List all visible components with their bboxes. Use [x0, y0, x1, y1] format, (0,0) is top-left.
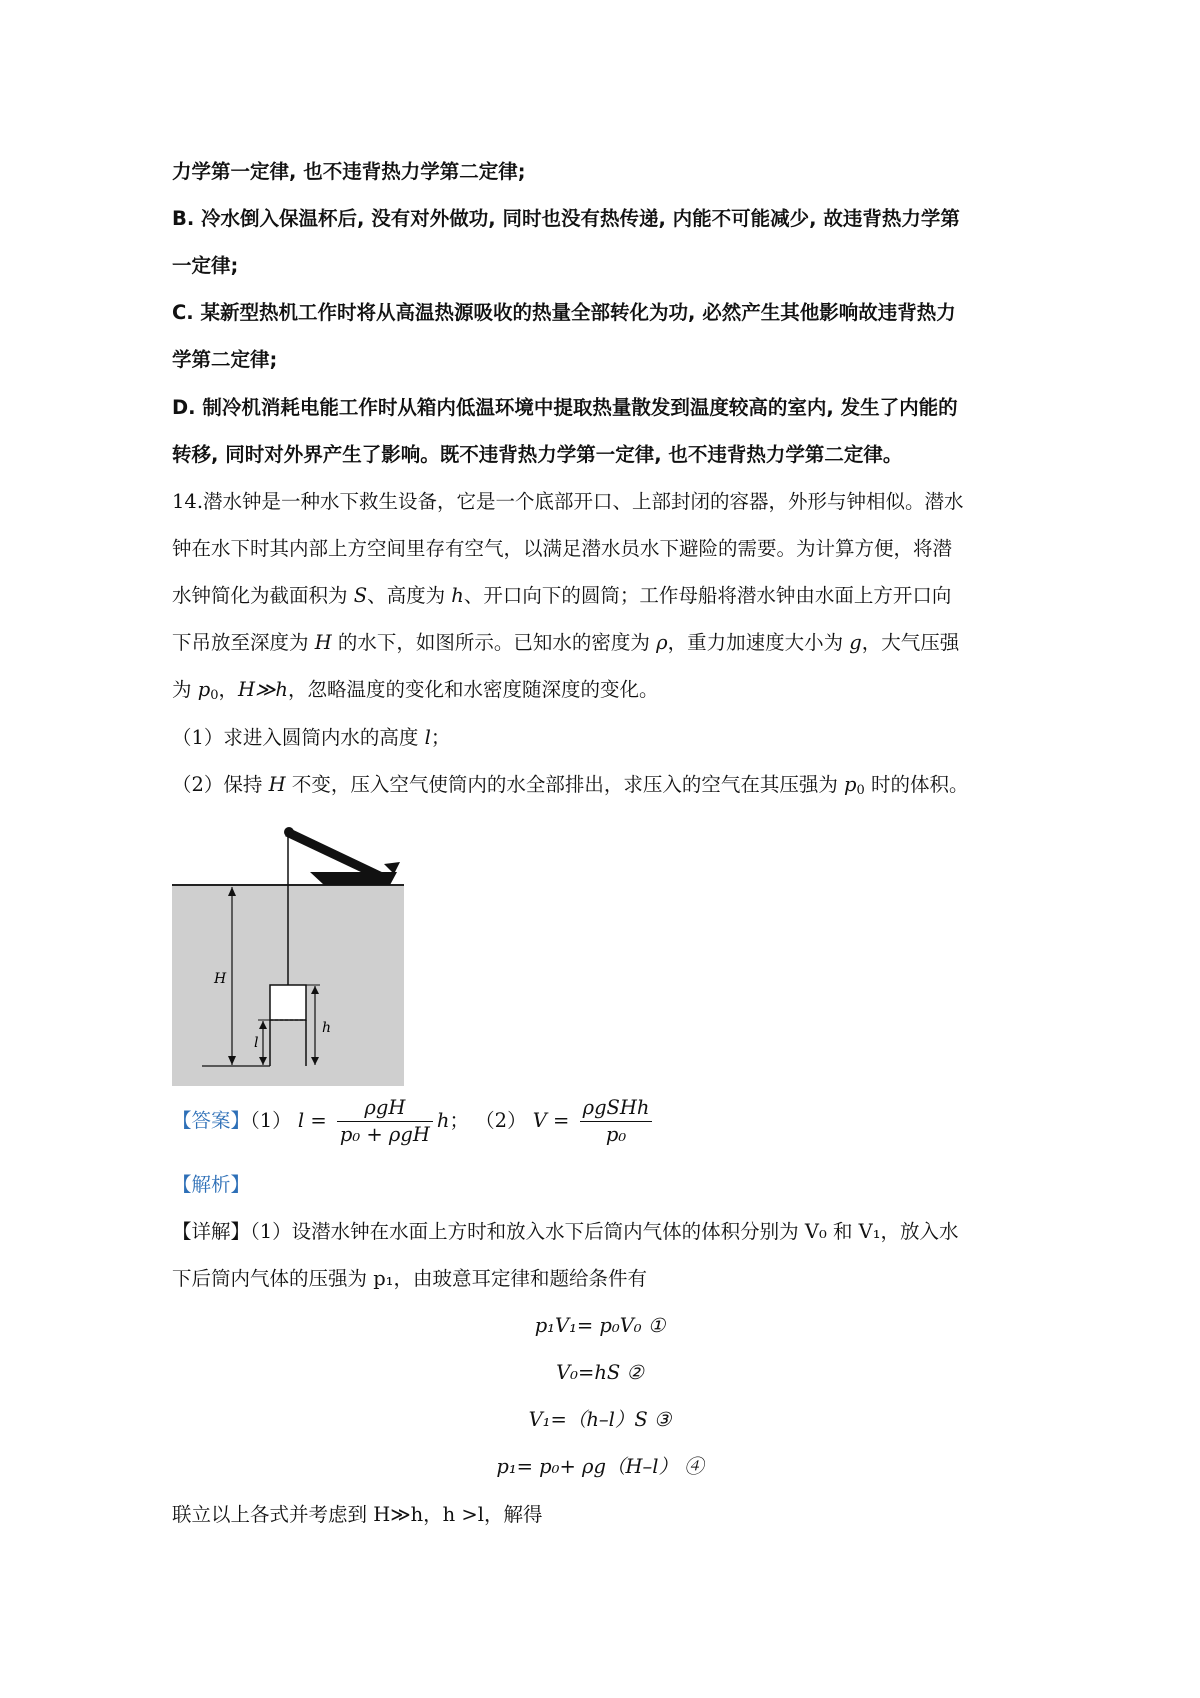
text-line-1: 力学第一定律, 也不违背热力学第二定律; [172, 160, 526, 183]
answer-separator: ； [449, 1109, 469, 1132]
answer-tag: 【答案】 [172, 1109, 251, 1132]
air-space [270, 985, 306, 1020]
answer-l-equals: l = [297, 1109, 327, 1132]
subscript: 0 [856, 783, 865, 798]
q14-text: ，忽略温度的变化和水密度随深度的变化。 [287, 678, 659, 701]
q14-text: ， [218, 678, 238, 701]
crane-boom [287, 832, 384, 878]
var-g: g [849, 631, 862, 654]
fraction-1-denominator: p₀ + ρgH [339, 1123, 430, 1146]
equation-2: V₀=hS ② [556, 1361, 644, 1384]
q14-text: ，重力加速度大小为 [667, 631, 850, 654]
fraction-1 [337, 1096, 433, 1147]
text-line-7: 转移, 同时对外界产生了影响。既不违背热力学第一定律, 也不违背热力学第二定律。 [172, 443, 903, 466]
fraction-1-numerator: ρgH [337, 1096, 433, 1122]
answer-line [172, 1096, 656, 1147]
sub-question-text: （1）求进入圆筒内水的高度 [172, 726, 425, 749]
question-14-line-1: 14.潜水钟是一种水下救生设备，它是一个底部开口、上部封闭的容器，外形与钟相似。潜水 [172, 490, 964, 513]
detail-line-2: 下后筒内气体的压强为 p₁，由玻意耳定律和题给条件有 [172, 1267, 647, 1290]
equation-4: p₁= p₀+ ρg（H–l） ④ [496, 1455, 704, 1478]
text-line-5: 学第二定律; [172, 348, 278, 371]
condition-H-much-greater-h: H≫h [237, 678, 288, 701]
fraction-2-numerator: ρgSHh [580, 1096, 653, 1122]
question-14-line-3 [172, 584, 951, 608]
analysis-tag: 【解析】 [172, 1173, 251, 1196]
sub-question-text: ； [430, 726, 451, 749]
q14-text: 下吊放至深度为 [172, 631, 315, 654]
sub-question-text: 时的体积。 [864, 773, 969, 796]
var-l: l [424, 726, 431, 749]
detail-line-3: 联立以上各式并考虑到 H≫h，h >l，解得 [172, 1503, 543, 1526]
var-S: S [353, 584, 368, 607]
q14-text: 为 [172, 678, 198, 701]
equation-3: V₁=（h–l）S ③ [528, 1408, 672, 1431]
question-14-line-5 [172, 678, 658, 708]
label-l: l [254, 1035, 259, 1051]
answer-V-equals: V = [532, 1109, 570, 1132]
question-14-line-2: 钟在水下时其内部上方空间里存有空气，以满足潜水员水下避险的需要。为计算方便，将潜 [172, 537, 953, 560]
answer-part-1: （1） [250, 1109, 292, 1132]
var-p: p [844, 773, 857, 796]
var-H: H [268, 773, 286, 796]
diving-bell-figure [172, 822, 412, 1090]
mother-ship [310, 872, 397, 885]
fraction-2 [580, 1096, 653, 1147]
answer-h: h [436, 1109, 450, 1132]
sub-question-1 [172, 726, 450, 750]
text-line-2: B. 冷水倒入保温杯后, 没有对外做功, 同时也没有热传递, 内能不可能减少, 故违背热力学第 [172, 207, 960, 230]
q14-text: 水钟简化为截面积为 [172, 584, 354, 607]
q14-text: 、开口向下的圆筒；工作母船将潜水钟由水面上方开口向 [463, 584, 952, 607]
var-rho: ρ [656, 631, 668, 654]
text-line-3: 一定律; [172, 254, 239, 277]
sub-question-text: （2）保持 [172, 773, 269, 796]
q14-text: 、高度为 [367, 584, 452, 607]
var-p: p [197, 678, 211, 701]
q14-text: ，大气压强 [861, 631, 960, 654]
question-14-line-4 [172, 631, 959, 655]
diving-bell-diagram [172, 822, 412, 1086]
subscript: 0 [210, 688, 219, 703]
text-line-4: C. 某新型热机工作时将从高温热源吸收的热量全部转化为功, 必然产生其他影响故违背热力 [172, 301, 956, 324]
q14-text: 的水下，如图所示。已知水的密度为 [331, 631, 657, 654]
text-line-6: D. 制冷机消耗电能工作时从箱内低温环境中提取热量散发到温度较高的室内, 发生了内能的 [172, 396, 958, 419]
detail-line-1: 【详解】（1）设潜水钟在水面上方时和放入水下后筒内气体的体积分别为 V₀ 和 V₁，放入水 [172, 1220, 959, 1243]
label-h: h [322, 1020, 332, 1036]
answer-part-2: （2） [475, 1109, 527, 1132]
crane-pulley [284, 827, 294, 837]
label-H: H [214, 971, 227, 987]
var-h: h [451, 584, 464, 607]
equation-1: p₁V₁= p₀V₀ ① [534, 1314, 666, 1337]
sub-question-2 [172, 773, 969, 803]
sub-question-text: 不变，压入空气使筒内的水全部排出，求压入的空气在其压强为 [285, 773, 845, 796]
fraction-2-denominator: p₀ [605, 1123, 627, 1146]
var-H: H [314, 631, 332, 654]
